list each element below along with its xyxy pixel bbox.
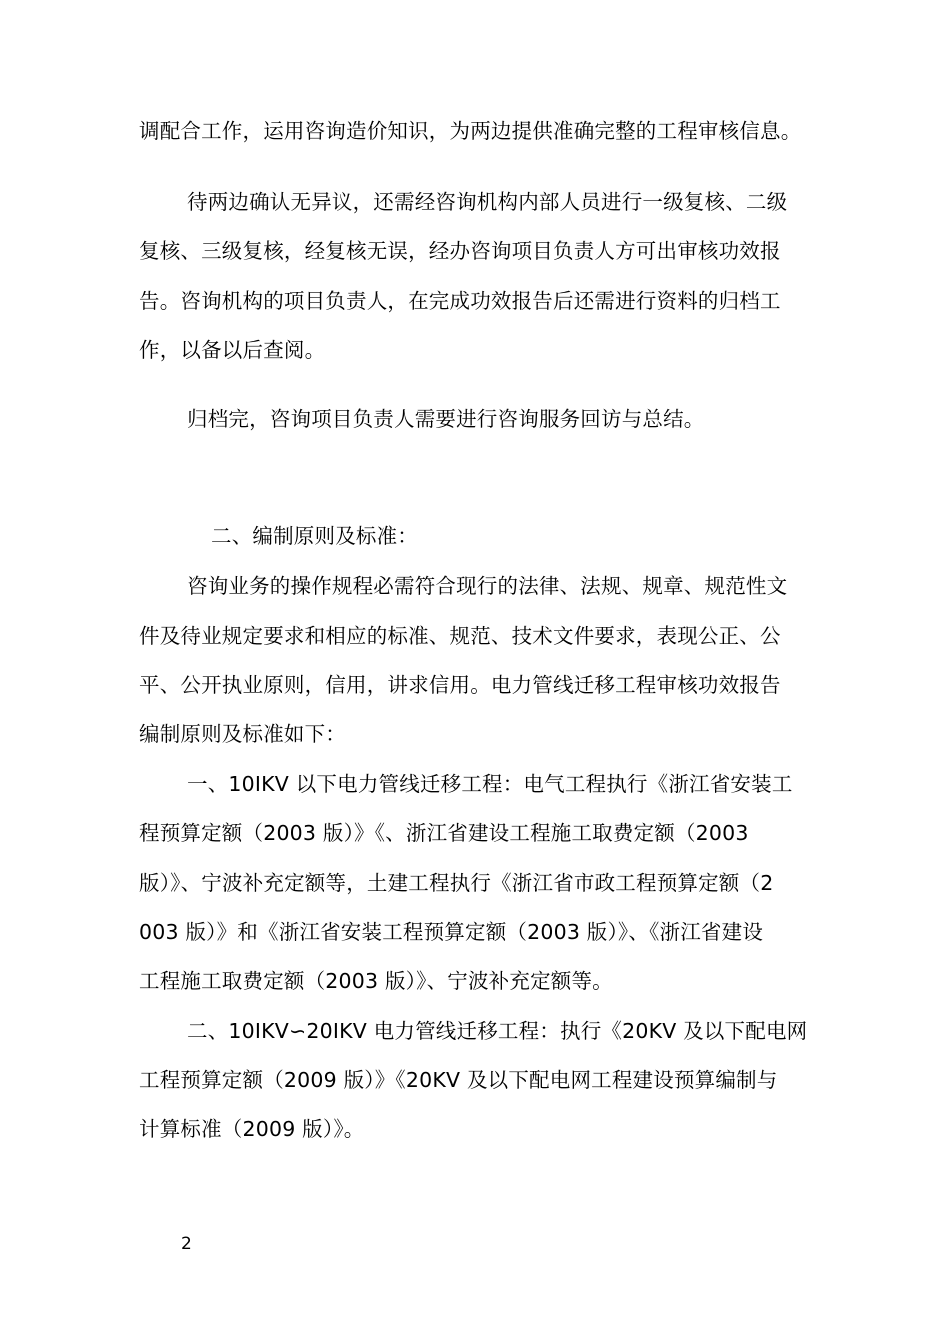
- text-line: 复核、三级复核，经复核无误，经办咨询项目负责人方可出审核功效报: [139, 239, 781, 263]
- text-line: 平、公开执业原则，信用，讲求信用。电力管线迁移工程审核功效报告: [139, 673, 781, 697]
- text-line: 件及待业规定要求和相应的标准、规范、技术文件要求，表现公正、公: [139, 624, 781, 648]
- text-line: 工程施工取费定额（2003 版）》、宁波补充定额等。: [139, 969, 613, 993]
- text-line: 一、10IKV 以下电力管线迁移工程：电气工程执行《浙江省安装工: [187, 772, 793, 796]
- text-line: 计算标准（2009 版）》。: [139, 1117, 365, 1141]
- text-line: 编制原则及标准如下：: [139, 722, 346, 746]
- text-line: 二、10IKV∽20IKV 电力管线迁移工程：执行《20KV 及以下配电网: [187, 1019, 808, 1043]
- text-line: 作，以备以后查阅。: [139, 338, 326, 362]
- text-line: 版）》、宁波补充定额等，土建工程执行《浙江省市政工程预算定额（2: [139, 871, 774, 895]
- page-number: 2: [181, 1234, 192, 1254]
- text-line: 调配合工作，运用咨询造价知识，为两边提供准确完整的工程审核信息。: [139, 119, 802, 143]
- text-line: 工程预算定额（2009 版）》《20KV 及以下配电网工程建设预算编制与: [139, 1068, 778, 1092]
- text-line: 待两边确认无异议，还需经咨询机构内部人员进行一级复核、二级: [187, 190, 788, 214]
- section-heading: 二、编制原则及标准：: [211, 524, 418, 548]
- text-line: 003 版）》和《浙江省安装工程预算定额（2003 版）》、《浙江省建设: [139, 920, 764, 944]
- text-line: 归档完，咨询项目负责人需要进行咨询服务回访与总结。: [187, 407, 705, 431]
- text-line: 告。咨询机构的项目负责人，在完成功效报告后还需进行资料的归档工: [139, 289, 781, 313]
- text-line: 程预算定额（2003 版）》《、浙江省建设工程施工取费定额（2003: [139, 821, 749, 845]
- text-line: 咨询业务的操作规程必需符合现行的法律、法规、规章、规范性文: [187, 574, 788, 598]
